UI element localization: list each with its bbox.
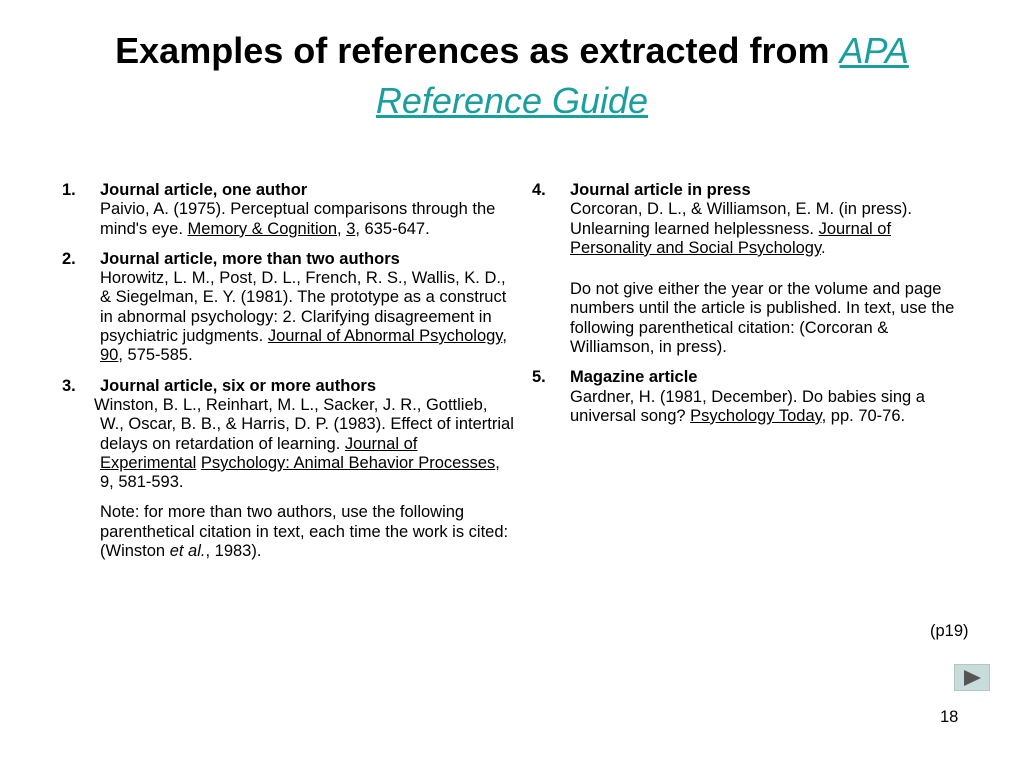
reference-text-part: Horowitz, L. M., Post, D. L., French, R. S., Wallis, K. D., & Siegelman, E. Y. (1981). The prototype as a construct in abnormal psychology: 2. Clarifying disagreement in psychiatric judgments. bbox=[100, 269, 507, 346]
volume-number: 3 bbox=[346, 219, 356, 238]
slide-title bbox=[40, 26, 984, 126]
reference-text-part: , 9, 581-593. bbox=[100, 453, 500, 492]
item-heading bbox=[532, 368, 972, 387]
apa-link-line2[interactable]: Reference Guide bbox=[375, 80, 649, 121]
left-column bbox=[62, 181, 514, 572]
item-heading bbox=[62, 377, 514, 396]
title-prefix: Examples of references as extracted from bbox=[115, 30, 840, 71]
item-number: 3. bbox=[62, 376, 76, 395]
et-al: et al. bbox=[169, 542, 206, 561]
item-number: 4. bbox=[532, 181, 546, 199]
reference-item-3 bbox=[62, 377, 514, 562]
slide-number: 18 bbox=[940, 708, 959, 726]
reference-text-part: Winston, B. L., Reinhart, M. L., Sacker, J. R., Gottlieb, W., Oscar, B. B., & Harris, D. P. (1983). Effect of intertrial delays on retardation of learning. bbox=[94, 395, 514, 453]
item-number: 5. bbox=[532, 368, 546, 387]
play-arrow-icon[interactable] bbox=[961, 669, 983, 687]
reference-text-part: , pp. 70-76. bbox=[821, 406, 906, 425]
reference-text bbox=[100, 200, 514, 239]
journal-title: Psychology Today bbox=[690, 406, 822, 425]
item-heading-text: Journal article, six or more authors bbox=[100, 376, 377, 395]
item-heading bbox=[532, 181, 972, 200]
item-body bbox=[570, 200, 972, 357]
reference-text-part: . bbox=[821, 238, 826, 257]
item-body bbox=[100, 200, 514, 239]
reference-text bbox=[570, 200, 972, 258]
reference-item-5 bbox=[532, 368, 972, 426]
reference-text-part: , 575-585. bbox=[118, 346, 193, 365]
item-body bbox=[100, 269, 514, 365]
reference-item-4 bbox=[532, 181, 972, 357]
item-number: 1. bbox=[62, 181, 76, 199]
reference-item-1 bbox=[62, 181, 514, 239]
next-slide-button[interactable] bbox=[954, 664, 990, 691]
item-heading bbox=[62, 181, 514, 200]
reference-text-part: Corcoran, D. L., & Williamson, E. M. (in press). Unlearning learned helplessness. bbox=[570, 200, 912, 238]
journal-title: Journal of Abnormal Psychology bbox=[267, 327, 503, 346]
reference-text-part: , bbox=[502, 327, 507, 346]
note-text: Do not give either the year or the volume and page numbers until the article is published. In text, use the following parenthetical citation: (Corcoran & Williamson, in press). bbox=[570, 280, 955, 357]
reference-text-part: Gardner, H. (1981, December). Do babies sing a universal song? bbox=[570, 387, 925, 425]
reference-text bbox=[94, 395, 514, 492]
item-body bbox=[94, 395, 514, 561]
item-heading bbox=[62, 250, 514, 269]
page-reference: (p19) bbox=[930, 622, 969, 640]
apa-link-line1[interactable]: APA bbox=[839, 30, 909, 71]
item-heading-text: Journal article in press bbox=[570, 181, 751, 199]
journal-title: Journal of Experimental bbox=[100, 434, 418, 472]
item-heading-text: Journal article, more than two authors bbox=[100, 249, 400, 268]
reference-text-part: , bbox=[337, 219, 347, 238]
item-heading-text: Journal article, one author bbox=[100, 181, 308, 199]
note-text-part: Note: for more than two authors, use the following parenthetical citation in text, each time the work is cited: (Winston bbox=[100, 503, 509, 561]
reference-text bbox=[570, 388, 972, 427]
note-text-part: , 1983). bbox=[205, 542, 262, 561]
journal-title: Psychology: Animal Behavior Processes bbox=[200, 453, 496, 472]
reference-text-part: Paivio, A. (1975). Perceptual comparisons through the mind's eye. bbox=[100, 200, 496, 238]
reference-text bbox=[100, 269, 514, 365]
item-number: 2. bbox=[62, 249, 76, 268]
journal-title: Journal of Personality and Social Psychology bbox=[570, 219, 892, 257]
journal-title: Memory & Cognition bbox=[187, 219, 338, 238]
reference-item-2 bbox=[62, 250, 514, 366]
item-heading-text: Magazine article bbox=[570, 368, 698, 387]
right-column bbox=[532, 181, 972, 437]
volume-number: 90 bbox=[100, 346, 119, 365]
reference-text-part: , 635-647. bbox=[355, 219, 430, 238]
item-body bbox=[570, 388, 972, 427]
note-text bbox=[100, 503, 514, 561]
